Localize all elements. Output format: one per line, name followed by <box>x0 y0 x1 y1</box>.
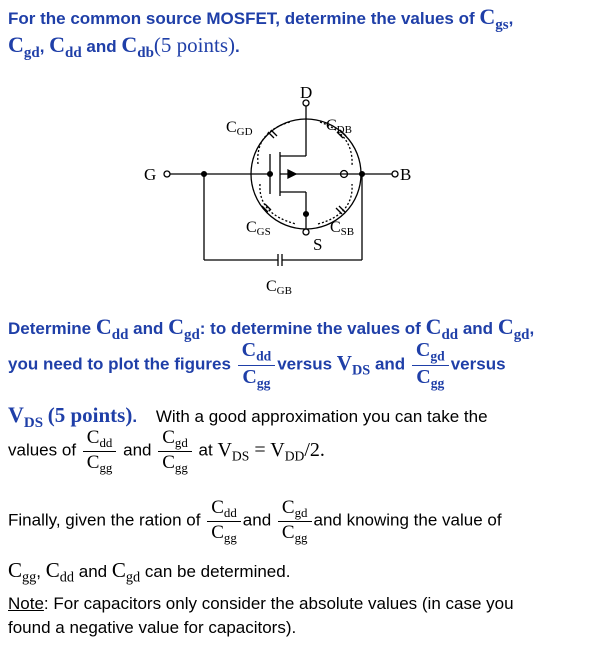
and-text-3: and <box>374 354 406 374</box>
cgg-symbol: $C_{gg}$ <box>8 558 37 586</box>
part2-text-2: : to determine the values of <box>199 319 421 338</box>
cgd-symbol: $C_{gd}$ <box>168 314 200 343</box>
and-text-4: and <box>123 440 152 460</box>
fraction-cgd-cgg: $\frac{C_{gd}}{C_{gg}}$ <box>412 340 449 390</box>
vds-symbol-2: $V_{DS}$ <box>8 402 44 431</box>
at-text: at <box>198 440 213 460</box>
fraction-cgd-cgg-2: $\frac{C_{gd}}{C_{gg}}$ <box>158 428 192 474</box>
cgd-arc <box>258 122 290 164</box>
versus-text: versus <box>277 354 333 374</box>
note-text: : For capacitors only consider the absolute values (in case you <box>43 594 514 613</box>
source-node <box>304 212 309 217</box>
problem-prefix: For the common source MOSFET, determine the values of <box>8 9 475 28</box>
cdb-label: CDB <box>326 117 352 136</box>
part2-text-3: you need to plot the figures <box>8 354 231 374</box>
problem-line-2 <box>8 32 240 62</box>
fraction-cdd-cgg-2: $\frac{C_{dd}}{C_{gg}}$ <box>83 428 117 474</box>
finally-text-2: and knowing the value of <box>313 510 502 530</box>
and-text-2: and <box>462 319 494 338</box>
fraction-cdd-cgg-3: $\frac{C_{dd}}{C_{gg}}$ <box>207 498 241 544</box>
and-text-5: and <box>242 510 272 530</box>
and-text: and <box>133 319 164 338</box>
period: . <box>235 37 240 56</box>
part2-line-2 <box>8 340 506 390</box>
mosfet-capacitance-diagram <box>140 84 440 300</box>
gate-label: G <box>144 165 157 184</box>
cgb-label: CGB <box>266 278 292 297</box>
cdd-symbol: $C_{dd}$ <box>95 314 129 343</box>
vds-symbol: $V_{DS}$ <box>336 350 371 379</box>
vds-equals-vdd-half: $V_{DS} = V_{DD}/2$. <box>217 438 325 464</box>
gate-node-2 <box>268 172 273 177</box>
points-label: (5 points) <box>153 33 235 57</box>
body-terminal <box>392 171 398 177</box>
note-label: Note <box>8 594 44 613</box>
cdb-symbol: $C_{db}$ <box>121 32 154 61</box>
part2-line-4 <box>8 428 325 474</box>
comma: , <box>39 37 45 56</box>
source-label: S <box>313 235 323 254</box>
finally-text: Finally, given the ration of <box>8 510 201 530</box>
finally-text-3: can be determined. <box>144 562 291 581</box>
points-label-2: (5 points) <box>47 403 133 427</box>
body-label: B <box>400 165 412 184</box>
versus-text-2: versus <box>450 354 506 374</box>
comma: , <box>508 9 514 28</box>
source-terminal <box>303 229 309 235</box>
cdd-symbol-2: $C_{dd}$ <box>425 314 459 343</box>
finally-line-1 <box>8 498 502 544</box>
problem-line-1 <box>8 4 513 34</box>
csb-arc <box>318 184 352 224</box>
cgd-symbol-2: $C_{gd}$ <box>497 314 530 343</box>
gate-terminal <box>164 171 170 177</box>
part2-line-3: $V_{DS}$ (5 points). With a good approximation you can take the <box>8 402 488 431</box>
and-text-6: and <box>78 562 108 581</box>
note-text-2: found a negative value for capacitors). <box>8 618 297 637</box>
fraction-cgd-cgg-3: $\frac{C_{gd}}{C_{gg}}$ <box>278 498 312 544</box>
csb-label: CSB <box>330 219 355 238</box>
fraction-cdd-cgg: $\frac{C_{dd}}{C_{gg}}$ <box>238 340 276 390</box>
values-of-text: values of <box>8 440 77 460</box>
cgd-symbol-3: $C_{gd}$ <box>111 558 141 586</box>
cgs-symbol: $C_{gs}$ <box>479 4 509 33</box>
note-line-1 <box>8 594 514 614</box>
part2-text: Determine <box>8 319 92 338</box>
drain-label: D <box>300 84 313 102</box>
cdd-symbol-3: $C_{dd}$ <box>45 558 75 586</box>
part2-line-1: Determine $C_{dd}$ and $C_{gd}$: to determine the values of $C_{dd}$ and $C_{gd}$, <box>8 314 535 343</box>
and-text: and <box>86 37 117 56</box>
body-arrow-icon <box>288 170 296 178</box>
approx-text: With a good approximation you can take the <box>155 407 488 426</box>
finally-line-2: $C_{gg}$, $C_{dd}$ and $C_{gd}$ can be determined. <box>8 558 291 586</box>
cgd-label: CGD <box>226 119 253 138</box>
cgs-label: CGS <box>246 219 271 238</box>
cdd-symbol: $C_{dd}$ <box>49 32 82 61</box>
note-line-2 <box>8 618 296 638</box>
cgd-symbol: $C_{gd}$ <box>8 32 40 61</box>
